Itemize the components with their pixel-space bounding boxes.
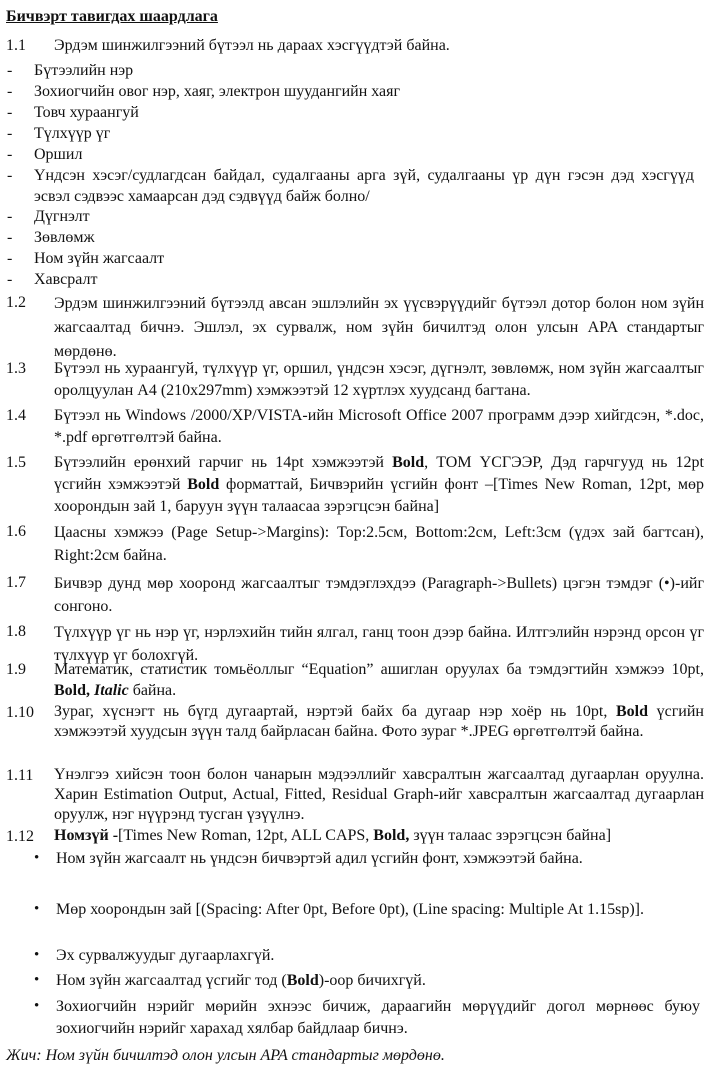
- section-number: 1.8: [6, 623, 26, 640]
- section-text: Бүтээл нь Windows /2000/XP/VISTA-ийн Microsoft Office 2007 программ дээр хийгдсэн, *.doc, *.pdf өргөтгөлтэй байна.: [54, 407, 704, 446]
- section-number: 1.2: [6, 294, 26, 311]
- section-text: Эрдэм шинжилгээний бүтээл нь дараах хэсгүүдтэй байна.: [54, 37, 450, 54]
- section-number: 1.11: [6, 767, 34, 784]
- text-run: үсгийн хэмжээтэй хуудсын зүүн талд байрласан байна. Фото зураг *.JPEG өргөтгөлтэй байна.: [54, 703, 704, 740]
- text-run: форматтай, Бичвэрийн үсгийн фонт –[Times New Roman, 12pt, мөр хоорондын зай 1, баруун зүүн талаасаа зэрэгцсэн байна]: [54, 476, 704, 515]
- text-run: Математик, статистик томьёоллыг “Equation” ашиглан оруулах ба тэмдэгтийн хэмжээ 10pt,: [54, 661, 704, 678]
- list-item-text: Товч хураангуй: [34, 104, 139, 121]
- bold-run: Bold: [187, 476, 220, 493]
- section-number: 1.12: [6, 828, 34, 845]
- list-item-text: Хавсралт: [34, 271, 98, 288]
- dash-marker: -: [7, 229, 13, 246]
- text-run: зүүн талаас зэрэгцсэн байна]: [409, 827, 612, 844]
- text-run: Ном зүйн жагсаалтад үсгийг тод (: [56, 972, 287, 989]
- list-item-text: Оршил: [34, 146, 83, 163]
- section-number: 1.1: [6, 37, 26, 54]
- bold-run: Номзүй -: [54, 827, 119, 844]
- list-item-text: Зохиогчийн нэрийг мөрийн эхнээс бичиж, дараагийн мөрүүдийг догол мөрнөөс буюу зохиогчийн нэрийг харахад хялбар байдлаар бичнэ.: [56, 998, 700, 1037]
- bold-run: Bold: [286, 972, 319, 989]
- section-number: 1.3: [6, 360, 26, 377]
- section-text: [54, 826, 704, 846]
- bold-run: Bold,: [373, 827, 410, 844]
- section-number: 1.5: [6, 454, 26, 471]
- section-number: 1.6: [6, 523, 26, 540]
- dash-marker: -: [7, 62, 13, 79]
- section-number: 1.9: [6, 661, 26, 678]
- text-run: [Times New Roman, 12pt, ALL CAPS,: [118, 827, 374, 844]
- bullet-marker: •: [34, 901, 40, 917]
- list-item-text: Зохиогчийн овог нэр, хаяг, электрон шуудангийн хаяг: [34, 83, 401, 100]
- list-item-text: Зөвлөмж: [34, 229, 95, 246]
- bullet-marker: •: [34, 998, 40, 1014]
- list-item-text: Үндсэн хэсэг/судлагдсан байдал, судалгааны арга зүй, судалгааны үр дүн гэсэн дэд хэсгүүд эсвэл сэдвээс хамаарсан дэд сэдвүүд байж болно/: [34, 167, 694, 205]
- list-item-text: Мөр хоорондын зай [(Spacing: After 0pt, Before 0pt), (Line spacing: Multiple At 1.15sp)].: [56, 901, 644, 918]
- bold-run: Bold: [392, 454, 425, 471]
- section-number: 1.4: [6, 407, 26, 424]
- list-item-text: Түлхүүр үг: [34, 125, 111, 142]
- section-text: Бичвэр дунд мөр хооронд жагсаалтыг тэмдэглэхдээ (Paragraph->Bullets) цэгэн тэмдэг (•)-ийг сонгоно.: [54, 575, 704, 615]
- dash-marker: -: [7, 125, 13, 142]
- section-text: Түлхүүр үг нь нэр үг, нэрлэхийн тийн ялгал, ганц тоон дээр байна. Илтгэлийн нэрэнд орсон үг түлхүүр үг болохгүй.: [54, 624, 704, 664]
- list-item-text: Бүтээлийн нэр: [34, 62, 134, 79]
- text-run: , ТОМ ҮСГЭЭР, Дэд гарчгууд нь 12pt үсгийн хэмжээтэй: [54, 454, 705, 493]
- section-text: [54, 452, 704, 518]
- bold-italic-run: Italic: [94, 682, 129, 699]
- document-title: Бичвэрт тавигдах шаардлага: [6, 8, 218, 25]
- section-number: 1.10: [6, 704, 34, 721]
- text-run: Зураг, хүснэгт нь бүгд дугаартай, нэртэй байх ба дугаар нэр хоёр нь 10pt,: [54, 703, 616, 720]
- bold-run: Bold,: [54, 682, 91, 699]
- section-text: Бүтээл нь хураангуй, түлхүүр үг, оршил, үндсэн хэсэг, дүгнэлт, зөвлөмж, ном зүйн жагсаалтыг оролцуулан А4 (210x297mm) хэмжээтэй 12 хүртлэх хуудсанд багтана.: [54, 360, 704, 399]
- list-item-text: [56, 970, 700, 991]
- dash-marker: -: [7, 83, 13, 100]
- section-text: Үнэлгээ хийсэн тоон болон чанарын мэдээллийг хавсралтын жагсаалтад дугаарлан оруулна. Харин Estimation Output, Actual, Fitted, Residual Graph-ийг хавсралтын жагсаалтад дугаарлан оруулж, нэг нүүрэнд тусган үзүүлнэ.: [54, 766, 704, 823]
- footnote: Жич: Ном зүйн бичилтэд олон улсын APA стандартыг мөрдөнө.: [6, 1047, 445, 1064]
- section-number: 1.7: [6, 574, 26, 591]
- list-item-text: Эх сурвалжуудыг дугаарлахгүй.: [56, 947, 275, 964]
- dash-marker: -: [7, 146, 13, 163]
- list-item-text: Ном зүйн жагсаалт нь үндсэн бичвэртэй адил үсгийн фонт, хэмжээтэй байна.: [56, 850, 583, 867]
- section-text: Цаасны хэмжээ (Page Setup->Margins): Top:2.5см, Bottom:2см, Left:3см (үдэх зай багтсан), Right:2см байна.: [54, 524, 704, 564]
- bullet-marker: •: [34, 850, 40, 866]
- section-text: Эрдэм шинжилгээний бүтээлд авсан эшлэлийн эх үүсвэрүүдийг бүтээл дотор болон ном зүйн жагсаалтад бичнэ. Эшлэл, эх сурвалж, ном зүйн бичилтэд олон улсын APA стандартыг мөрдөнө.: [54, 295, 704, 360]
- bullet-marker: •: [34, 947, 40, 963]
- dash-marker: -: [7, 104, 13, 121]
- bullet-marker: •: [34, 972, 40, 988]
- text-run: байна.: [128, 682, 177, 699]
- text-run: )-оор бичихгүй.: [318, 972, 426, 989]
- dash-marker: -: [7, 271, 13, 288]
- dash-marker: -: [7, 167, 13, 184]
- section-text: [54, 659, 704, 701]
- dash-marker: -: [7, 250, 13, 267]
- list-item-text: Дүгнэлт: [34, 208, 90, 225]
- text-run: Бүтээлийн ерөнхий гарчиг нь 14pt хэмжээтэй: [54, 454, 393, 471]
- bold-run: Bold: [615, 703, 648, 720]
- list-item-text: Ном зүйн жагсаалт: [34, 250, 165, 267]
- section-text: [54, 702, 704, 742]
- dash-marker: -: [7, 208, 13, 225]
